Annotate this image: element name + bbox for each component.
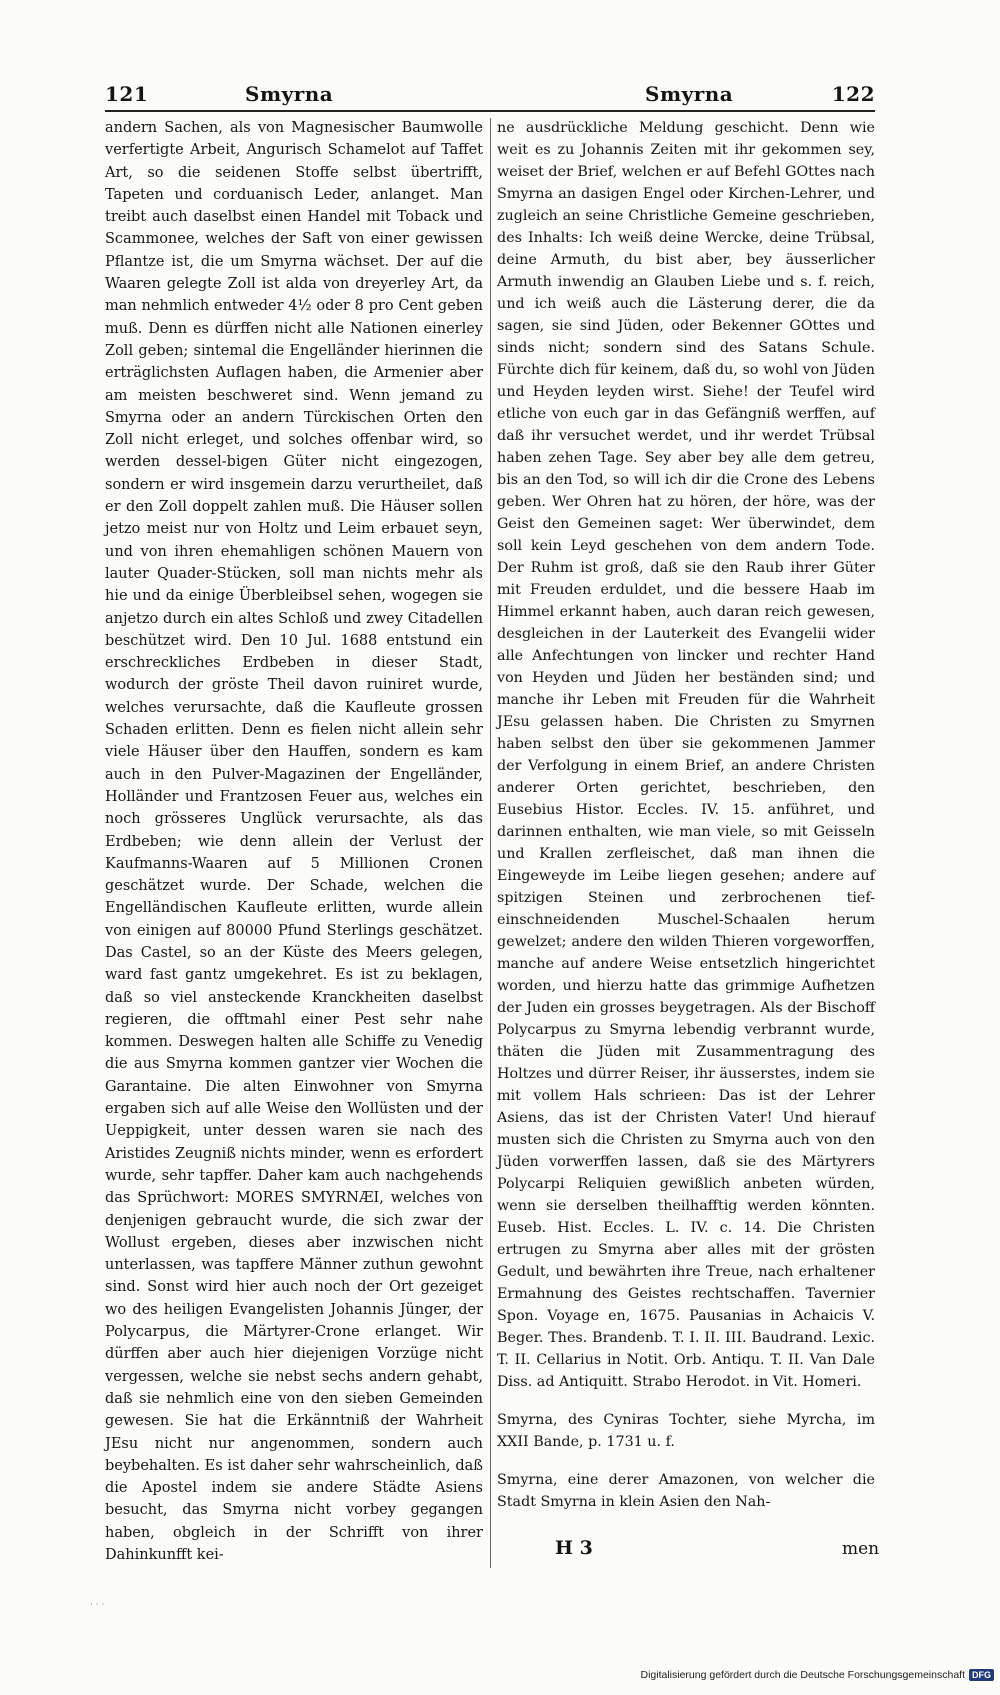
running-title-left: Smyrna <box>245 82 334 106</box>
running-title-right: Smyrna <box>645 82 734 106</box>
catchword: men <box>842 1539 880 1559</box>
header-rule <box>105 110 875 112</box>
digitization-footer <box>640 1669 994 1681</box>
left-column <box>105 117 483 1566</box>
right-column-text: ne ausdrückliche Meldung geschicht. Denn wie weit es zu Johannis Zeiten mit ihr gekommen sey, weiset der Brief, welchen er auf Befehl GOttes nach Smyrna an dasigen Engel oder Kirchen-Lehrer, und zugleich an seine Christliche Gemeine geschrieben, des Inhalts: Ich weiß deine Wercke, deine Trübsal, deine Armuth, du bist aber, bey äusserlicher Armuth inwendig an Glauben Liebe und s. f. reich, und ich weiß auch die Lästerung derer, die da sagen, sie sind Jüden, oder Bekenner GOttes und sinds nicht; sondern sind des Satans Schule. Fürchte dich für keinem, daß du, so wohl von Jüden und Heyden leyden wirst. Siehe! der Teufel wird etliche von euch gar in das Gefängniß werffen, auf daß ihr versuchet werdet, und ihr werdet Trübsal haben zehen Tage. Sey aber bey alle dem getreu, bis an den Tod, so will ich dir die Crone des Lebens geben. Wer Ohren hat zu hören, der höre, was der Geist den Gemeinen saget: Wer überwindet, dem soll kein Leyd geschehen von dem andern Tode. Der Ruhm ist groß, daß sie den Raub ihrer Güter mit Freuden erduldet, und die bessere Haab im Himmel erkannt haben, auch daran reich gewesen, desgleichen in der Lauterkeit des Evangelii wider alle Anfechtungen von lincker und rechter Hand von Heyden und Jüden her beständen sind; und manche ihr Leben mit Freuden für die Wahrheit JEsu gelassen haben. Die Christen zu Smyrnen haben selbst den über sie gekommenen Jammer der Verfolgung in einem Brief, an andere Christen anderer Orten gerichtet, beschrieben, den Eusebius Histor. Eccles. IV. 15. anführet, und darinnen enthalten, wie man viele, so mit Geisseln und Krallen zerfleischet, daß man ihnen die Eingeweyde im Leibe liegen gesehen; andere auf spitzigen Steinen und zerbrochenen tief-einschneidenden Muschel-Schaalen herum gewelzet; andere den wilden Thieren vorgeworffen, manche auf andere Weise entsetzlich hingerichtet worden, und hierzu hatte das grimmige Aufhetzen der Juden ein grosses beygetragen. Als der Bischoff Polycarpus zu Smyrna lebendig verbrannt wurde, thäten die Jüden mit Zusammentragung des Holtzes und dürrer Reiser, ihr äusserstes, indem sie mit vollem Hals schrieen: Das ist der Lehrer Asiens, das ist der Christen Vater! Und hierauf musten sich die Christen zu Smyrna auch von den Jüden vorwerffen lassen, daß sie des Märtyrers Polycarpi Reliquien gewißlich anbeten würden, wenn sie derselben theilhafftig werden könnten. Euseb. Hist. Eccles. L. IV. c. 14. Die Christen ertrugen zu Smyrna aber alles mit der grösten Gedult, und bewährten ihre Treue, nach erhaltener Ermahnung des Geistes rechtschaffen. Tavernier Spon. Voyage en, 1675. Pausanias in Achaicis V. Beger. Thes. Brandenb. T. I. II. III. Baudrand. Lexic. T. II. Cellarius in Notit. Orb. Antiqu. T. II. Van Dale Diss. ad Antiquitt. Strabo Herodot. in Vit. Homeri. <box>497 120 875 1390</box>
dfg-logo-icon: DFG <box>969 1669 994 1681</box>
right-column <box>497 117 875 1513</box>
page-number-right: 122 <box>831 82 875 106</box>
page-number-left: 121 <box>105 82 149 106</box>
scan-smudge: · · · <box>90 1600 105 1610</box>
signature-mark: H 3 <box>555 1537 593 1559</box>
entry-smyrna-cyniras: Smyrna, des Cyniras Tochter, siehe Myrcha, im XXII Bande, p. 1731 u. f. <box>497 1412 875 1450</box>
entry-smyrna-amazon: Smyrna, eine derer Amazonen, von welcher die Stadt Smyrna in klein Asien den Nah- <box>497 1472 875 1510</box>
footer-credit: Digitalisierung gefördert durch die Deutsche Forschungsgemeinschaft <box>640 1669 965 1681</box>
column-divider <box>490 118 491 1568</box>
left-column-text: andern Sachen, als von Magnesischer Baumwolle verfertigte Arbeit, Angurisch Schamelot auf Taffet Art, so die seidenen Stoffe selbst übertrifft, Tapeten und corduanisch Leder, anlanget. Man treibt auch daselbst einen Handel mit Toback und Scammonee, welches der Saft von einer gewissen Pflantze ist, die um Smyrna wächset. Der auf die Waaren gelegte Zoll ist alda von dreyerley Art, da man nehmlich entweder 4½ oder 8 pro Cent geben muß. Denn es dürffen nicht alle Nationen einerley Zoll geben; sintemal die Engelländer hierinnen die erträglichsten Auflagen haben, die Armenier aber am meisten beschweret sind. Wenn jemand zu Smyrna oder an andern Türckischen Orten den Zoll nicht erleget, und solches offenbar wird, so werden dessel-bigen Güter nicht eingezogen, sondern er wird insgemein darzu verurtheilet, daß er den Zoll doppelt zahlen muß. Die Häuser sollen jetzo meist nur von Holtz und Leim erbauet seyn, und von ihren ehemahligen schönen Mauern von lauter Quader-Stücken, soll man nichts mehr als hie und da einige Überbleibsel sehen, wogegen sie anjetzo durch ein altes Schloß und zwey Citadellen beschützet wird. Den 10 Jul. 1688 entstund ein erschreckliches Erdbeben in dieser Stadt, wodurch der gröste Theil davon ruiniret wurde, welches verursachte, daß die Kaufleute grossen Schaden erlitten. Denn es fielen nicht allein sehr viele Häuser über den Hauffen, sondern es kam auch in den Pulver-Magazinen der Engelländer, Holländer und Frantzosen Feuer aus, welches ein noch grösseres Unglück verursachte, als das Erdbeben; wie denn allein der Verlust der Kaufmanns-Waaren auf 5 Millionen Cronen geschätzet wurde. Der Schade, welchen die Engelländischen Kaufleute erlitten, wurde allein von einigen auf 80000 Pfund Sterlings geschätzet. Das Castel, so an der Küste des Meers gelegen, ward fast gantz umgekehret. Es ist zu beklagen, daß so viel ansteckende Kranckheiten daselbst regieren, die offtmahl einer Pest sehr nahe kommen. Deswegen halten alle Schiffe zu Venedig die aus Smyrna kommen gantzer vier Wochen die Garantaine. Die alten Einwohner von Smyrna ergaben sich auf alle Weise den Wollüsten und der Ueppigkeit, unter dessen waren sie nach des Aristides Zeugniß nichts minder, wenn es erfordert wurde, sehr tapffer. Daher kam auch nachgehends das Sprüchwort: MORES SMYRNÆI, welches von denjenigen gebraucht wurde, die sich zwar der Wollust ergeben, dieses aber inzwischen nicht unterlassen, was tapffere Männer zuthun gewohnt sind. Sonst wird hier auch noch der Ort gezeiget wo des heiligen Evangelisten Johannis Jünger, der Polycarpus, die Märtyrer-Crone erlanget. Wir dürffen aber auch hier diejenigen Vorzüge nicht vergessen, welche sie nebst sechs andern gehabt, daß sie nehmlich eine von den sieben Gemeinden gewesen. Sie hat die Erkänntniß der Wahrheit JEsu nicht nur angenommen, sondern auch beybehalten. Es ist daher sehr wahrscheinlich, daß die Apostel indem sie andere Städte Asiens besucht, das Smyrna nicht vorbey gegangen haben, obgleich in der Schrifft von ihrer Dahinkunfft kei- <box>105 120 483 1563</box>
page-header <box>105 82 875 110</box>
